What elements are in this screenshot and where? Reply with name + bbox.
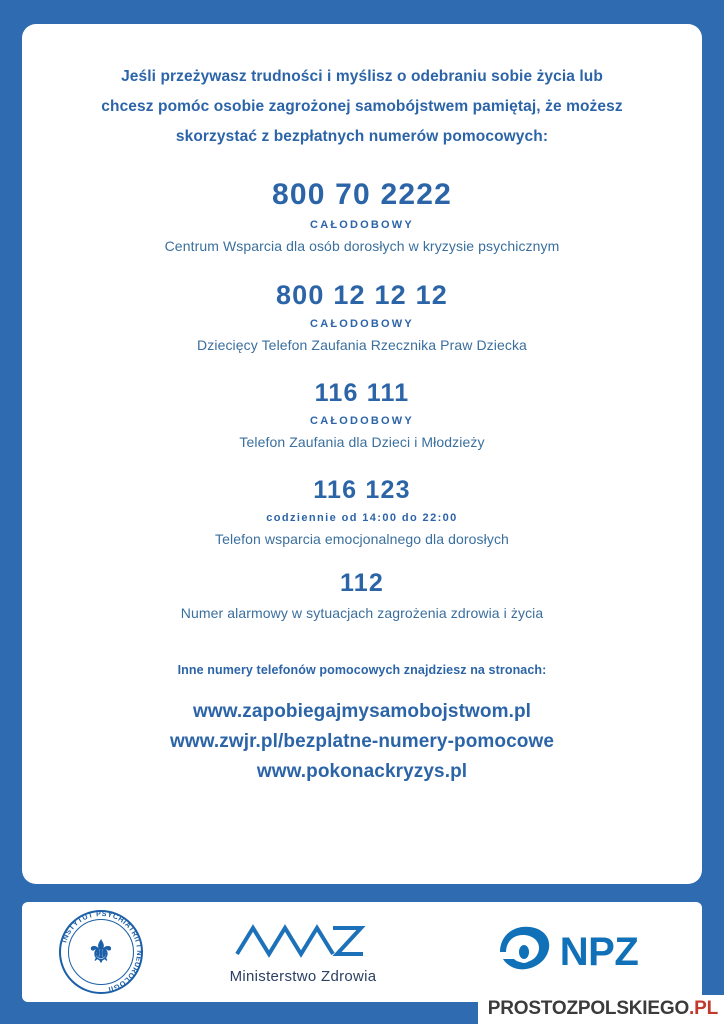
watermark — [478, 995, 724, 1024]
npz-mark-icon — [490, 919, 556, 985]
helpline-number: 800 70 2222 — [271, 178, 453, 211]
intro-line-3: skorzystać z bezpłatnych numerów pomocowych: — [175, 128, 549, 145]
ministry-name: Ministerstwo Zdrowia — [229, 967, 377, 985]
helpline-description: Telefon wsparcia emocjonalnego dla dorosłych — [215, 531, 509, 547]
helpline-entry-3 — [70, 379, 654, 450]
helpline-description: Centrum Wsparcia dla osób dorosłych w kryzysie psychicznym — [164, 238, 560, 254]
npz-wordmark: NPZ — [559, 930, 639, 974]
helpline-entry-4 — [70, 476, 654, 547]
npz-logo — [459, 917, 669, 987]
helpline-entry-1 — [70, 178, 654, 254]
intro-line-1: Jeśli przeżywasz trudności i myślisz o odebraniu sobie życia lub — [121, 68, 603, 85]
ministry-wave-icon — [233, 920, 373, 962]
helpline-description: Dziecięcy Telefon Zaufania Rzecznika Praw Dziecka — [197, 337, 527, 353]
ipin-logo — [55, 906, 147, 998]
helpline-description: Numer alarmowy w sytuacjach zagrożenia zdrowia i życia — [180, 605, 544, 621]
intro-paragraph — [70, 62, 654, 152]
main-content-card — [22, 24, 702, 884]
helpline-description: Telefon Zaufania dla Dzieci i Młodzieży — [239, 434, 485, 450]
helpline-hours: CAŁODOBOWY — [310, 415, 414, 427]
ministry-logo — [213, 920, 393, 985]
link-zapobiegajmysamobojstwom[interactable]: www.zapobiegajmysamobojstwom.pl — [192, 701, 532, 722]
helpful-links — [70, 697, 654, 787]
helpline-number: 800 12 12 12 — [275, 280, 449, 310]
link-zwjr-bezplatne-numery[interactable]: www.zwjr.pl/bezplatne-numery-pomocowe — [169, 731, 555, 752]
helpline-number: 116 123 — [313, 476, 411, 504]
other-numbers-label: Inne numery telefonów pomocowych znajdziesz na stronach: — [177, 663, 547, 677]
ipin-emblem-icon: ⚜ — [87, 935, 115, 969]
helpline-hours: codziennie od 14:00 do 22:00 — [266, 512, 458, 524]
watermark-text: PROSTOZPOLSKIEGO — [487, 998, 690, 1019]
helpline-hours: CAŁODOBOWY — [310, 219, 414, 231]
intro-line-2: chcesz pomóc osobie zagrożonej samobójstwem pamiętaj, że możesz — [101, 98, 623, 115]
footer-logos — [22, 902, 702, 1002]
link-pokonackryzys[interactable]: www.pokonackryzys.pl — [256, 761, 468, 782]
helpline-entry-5 — [70, 569, 654, 621]
watermark-suffix: .PL — [689, 998, 718, 1019]
helpline-number: 112 — [340, 569, 384, 597]
helpline-hours: CAŁODOBOWY — [310, 318, 414, 330]
helpline-number: 116 111 — [314, 379, 410, 407]
ipin-ring-label: INSTYTUT PSYCHIATRII I NEUROLOGII — [59, 908, 145, 995]
helpline-entry-2 — [70, 280, 654, 353]
